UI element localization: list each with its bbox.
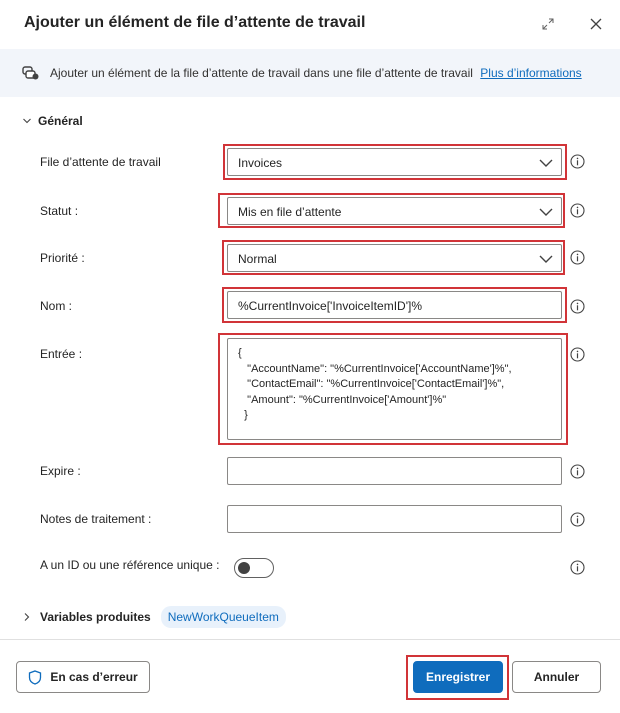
priority-select[interactable] (227, 244, 562, 272)
expires-label: Expire : (40, 464, 81, 478)
status-label: Statut : (40, 204, 79, 218)
name-input[interactable] (227, 291, 562, 319)
expand-button[interactable] (538, 14, 558, 34)
footer-divider (0, 639, 620, 640)
info-icon[interactable] (570, 347, 585, 362)
info-bar-text: Ajouter un élément de la file d’attente de travail dans une file d’attente de travail (50, 66, 473, 80)
more-info-link[interactable]: Plus d’informations (480, 66, 582, 80)
section-general[interactable] (22, 114, 83, 128)
unique-id-label: A un ID ou une référence unique : (40, 558, 220, 572)
info-icon[interactable] (570, 464, 585, 479)
produced-variables-label: Variables produites (40, 610, 151, 624)
cancel-button[interactable] (512, 661, 601, 693)
chevron-down-icon (539, 157, 553, 169)
processing-notes-input[interactable] (227, 505, 562, 533)
produced-variables[interactable] (22, 606, 286, 628)
toggle-knob (238, 562, 250, 574)
section-general-label: Général (38, 114, 83, 128)
expand-icon (542, 18, 554, 30)
input-textarea[interactable]: { "AccountName": "%CurrentInvoice['AccountName']%", "ContactEmail": "%CurrentInvoice['ContactEmail']%", "Amount": "%CurrentInvoice['Amount']%" } (227, 338, 562, 440)
work-queue-label: File d’attente de travail (40, 155, 161, 169)
shield-icon (28, 670, 42, 685)
priority-value: Normal (238, 252, 277, 266)
work-queue-icon (22, 65, 40, 81)
save-label: Enregistrer (425, 670, 491, 684)
info-icon[interactable] (570, 560, 585, 575)
processing-notes-label: Notes de traitement : (40, 512, 152, 526)
info-bar (0, 49, 620, 97)
unique-id-toggle[interactable] (234, 558, 274, 578)
status-select[interactable] (227, 197, 562, 225)
variable-chip[interactable]: NewWorkQueueItem (161, 606, 286, 628)
work-queue-value: Invoices (238, 156, 283, 170)
priority-label: Priorité : (40, 251, 85, 265)
save-button[interactable] (413, 661, 503, 693)
info-icon[interactable] (570, 154, 585, 169)
name-label: Nom : (40, 299, 73, 313)
info-icon[interactable] (570, 299, 585, 314)
input-label: Entrée : (40, 347, 83, 361)
dialog-title: Ajouter un élément de file d’attente de travail (24, 14, 366, 31)
chevron-down-icon (539, 253, 553, 265)
close-icon (590, 18, 602, 30)
cancel-label: Annuler (533, 670, 580, 684)
status-value: Mis en file d’attente (238, 205, 342, 219)
name-value: %CurrentInvoice['InvoiceItemID']% (238, 299, 422, 313)
on-error-label: En cas d’erreur (50, 670, 138, 684)
chevron-down-icon (22, 116, 32, 126)
chevron-right-icon (22, 612, 32, 622)
info-icon[interactable] (570, 203, 585, 218)
info-icon[interactable] (570, 250, 585, 265)
on-error-button[interactable] (16, 661, 150, 693)
close-button[interactable] (586, 14, 606, 34)
work-queue-select[interactable] (227, 148, 562, 176)
chevron-down-icon (539, 206, 553, 218)
info-icon[interactable] (570, 512, 585, 527)
expires-input[interactable] (227, 457, 562, 485)
